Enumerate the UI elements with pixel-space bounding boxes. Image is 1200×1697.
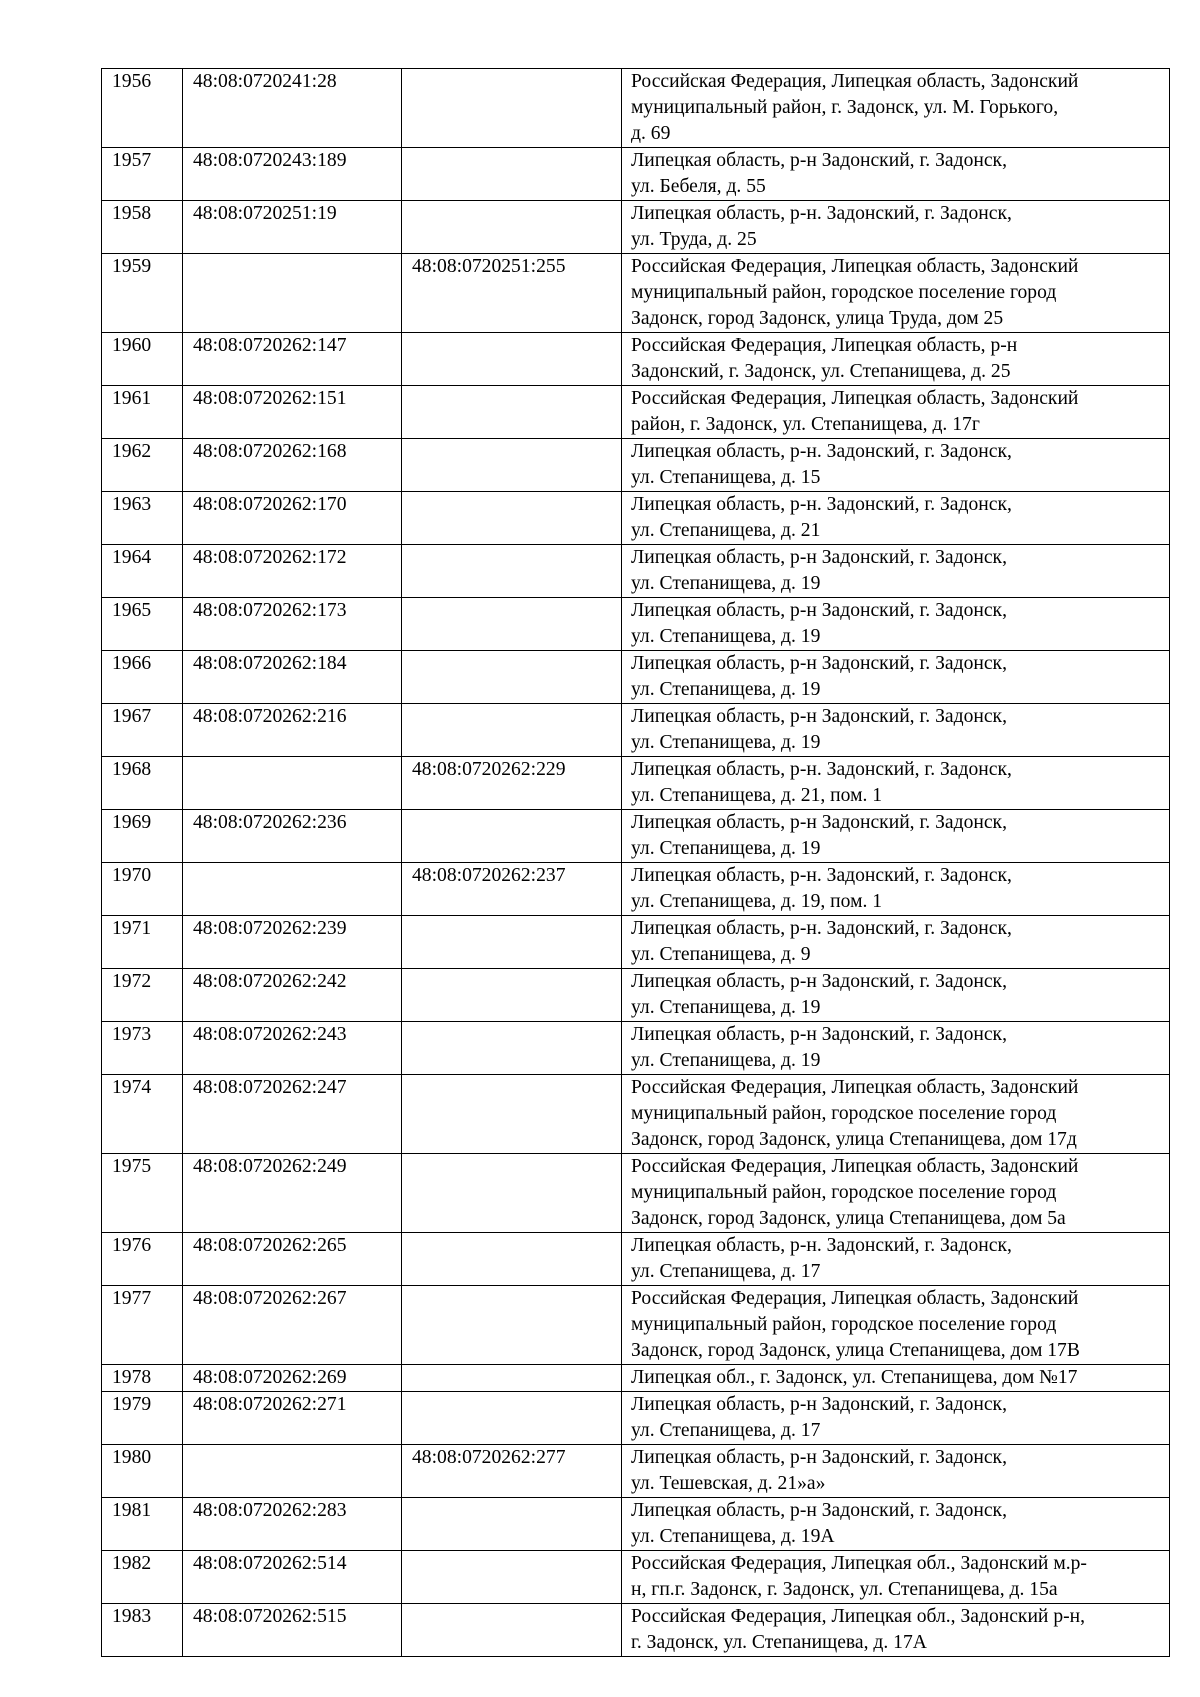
address-line: Российская Федерация, Липецкая область, Задонский	[631, 1077, 1079, 1098]
address-line: Липецкая область, р-н. Задонский, г. Задонск,	[631, 759, 1012, 780]
address-cell	[622, 916, 1170, 969]
address-cell	[622, 1075, 1170, 1154]
row-number-cell: 1977	[102, 1286, 183, 1365]
address-cell	[622, 69, 1170, 148]
cadastral-number-cell: 48:08:0720262:242	[183, 969, 402, 1022]
address-line: Липецкая область, р-н Задонский, г. Задонск,	[631, 1500, 1007, 1521]
cadastral-number-cell: 48:08:0720262:267	[183, 1286, 402, 1365]
address-line: ул. Степанищева, д. 19	[631, 997, 821, 1018]
row-number-cell: 1982	[102, 1551, 183, 1604]
address-cell	[622, 201, 1170, 254]
address-line: муниципальный район, городское поселение город	[631, 282, 1057, 303]
address-line: район, г. Задонск, ул. Степанищева, д. 17г	[631, 414, 980, 435]
address-line: Липецкая область, р-н Задонский, г. Задонск,	[631, 1394, 1007, 1415]
row-number-cell: 1967	[102, 704, 183, 757]
row-number-cell: 1957	[102, 148, 183, 201]
building-cadastral-number-cell	[402, 810, 622, 863]
cadastral-number-cell: 48:08:0720262:271	[183, 1392, 402, 1445]
building-cadastral-number-cell	[402, 916, 622, 969]
address-line: Задонск, город Задонск, улица Степанищева, дом 17В	[631, 1340, 1080, 1361]
table-row	[102, 1445, 1170, 1498]
address-cell	[622, 1445, 1170, 1498]
address-line: муниципальный район, г. Задонск, ул. М. Горького,	[631, 97, 1059, 118]
address-line: ул. Тешевская, д. 21»а»	[631, 1473, 826, 1494]
table-row	[102, 201, 1170, 254]
table-row	[102, 254, 1170, 333]
table-row	[102, 810, 1170, 863]
address-line: ул. Степанищева, д. 19	[631, 838, 821, 859]
building-cadastral-number-cell	[402, 69, 622, 148]
building-cadastral-number-cell	[402, 545, 622, 598]
row-number-cell: 1965	[102, 598, 183, 651]
address-line: ул. Степанищева, д. 17	[631, 1261, 821, 1282]
row-number-cell: 1981	[102, 1498, 183, 1551]
address-cell	[622, 545, 1170, 598]
cadastral-number-cell	[183, 757, 402, 810]
building-cadastral-number-cell	[402, 704, 622, 757]
cadastral-number-cell: 48:08:0720262:147	[183, 333, 402, 386]
building-cadastral-number-cell	[402, 1154, 622, 1233]
building-cadastral-number-cell	[402, 1392, 622, 1445]
address-cell	[622, 1392, 1170, 1445]
table-row	[102, 148, 1170, 201]
row-number-cell: 1980	[102, 1445, 183, 1498]
address-cell	[622, 386, 1170, 439]
building-cadastral-number-cell	[402, 1604, 622, 1657]
row-number-cell: 1970	[102, 863, 183, 916]
building-cadastral-number-cell	[402, 1551, 622, 1604]
address-line: Российская Федерация, Липецкая обл., Задонский м.р-	[631, 1553, 1087, 1574]
building-cadastral-number-cell: 48:08:0720262:229	[402, 757, 622, 810]
address-cell	[622, 1022, 1170, 1075]
address-line: Российская Федерация, Липецкая область, Задонский	[631, 71, 1079, 92]
row-number-cell: 1972	[102, 969, 183, 1022]
address-cell	[622, 148, 1170, 201]
building-cadastral-number-cell	[402, 1022, 622, 1075]
address-cell	[622, 492, 1170, 545]
row-number-cell: 1956	[102, 69, 183, 148]
address-line: Липецкая область, р-н. Задонский, г. Задонск,	[631, 918, 1012, 939]
building-cadastral-number-cell	[402, 1365, 622, 1392]
row-number-cell: 1979	[102, 1392, 183, 1445]
table-row	[102, 545, 1170, 598]
address-line: Задонск, город Задонск, улица Степанищева, дом 17д	[631, 1129, 1077, 1150]
address-line: ул. Степанищева, д. 19	[631, 1050, 821, 1071]
address-cell	[622, 333, 1170, 386]
address-line: ул. Степанищева, д. 19	[631, 626, 821, 647]
address-line: Липецкая область, р-н. Задонский, г. Задонск,	[631, 494, 1012, 515]
cadastral-number-cell: 48:08:0720251:19	[183, 201, 402, 254]
cadastral-number-cell: 48:08:0720262:247	[183, 1075, 402, 1154]
building-cadastral-number-cell	[402, 969, 622, 1022]
address-cell	[622, 969, 1170, 1022]
row-number-cell: 1964	[102, 545, 183, 598]
row-number-cell: 1963	[102, 492, 183, 545]
address-line: Липецкая область, р-н Задонский, г. Задонск,	[631, 547, 1007, 568]
address-line: Липецкая область, р-н Задонский, г. Задонск,	[631, 1447, 1007, 1468]
table-row	[102, 1075, 1170, 1154]
table-row	[102, 1233, 1170, 1286]
building-cadastral-number-cell	[402, 333, 622, 386]
table-row	[102, 704, 1170, 757]
registry-table	[101, 68, 1170, 1657]
table-row	[102, 916, 1170, 969]
address-line: Липецкая область, р-н Задонский, г. Задонск,	[631, 812, 1007, 833]
building-cadastral-number-cell	[402, 1286, 622, 1365]
table-row	[102, 69, 1170, 148]
row-number-cell: 1960	[102, 333, 183, 386]
row-number-cell: 1971	[102, 916, 183, 969]
table-row	[102, 969, 1170, 1022]
table-row	[102, 863, 1170, 916]
table-row	[102, 439, 1170, 492]
building-cadastral-number-cell	[402, 492, 622, 545]
building-cadastral-number-cell	[402, 148, 622, 201]
address-line: Липецкая область, р-н Задонский, г. Задонск,	[631, 706, 1007, 727]
table-row	[102, 757, 1170, 810]
address-line: ул. Степанищева, д. 19	[631, 732, 821, 753]
address-cell	[622, 1604, 1170, 1657]
address-line: Задонск, город Задонск, улица Степанищева, дом 5а	[631, 1208, 1066, 1229]
building-cadastral-number-cell	[402, 1498, 622, 1551]
address-line: Российская Федерация, Липецкая область, Задонский	[631, 256, 1079, 277]
address-line: Липецкая область, р-н Задонский, г. Задонск,	[631, 1024, 1007, 1045]
address-line: ул. Степанищева, д. 21, пом. 1	[631, 785, 883, 806]
registry-table-body	[102, 69, 1170, 1657]
table-row	[102, 1604, 1170, 1657]
building-cadastral-number-cell	[402, 651, 622, 704]
address-line: муниципальный район, городское поселение город	[631, 1182, 1057, 1203]
table-row	[102, 386, 1170, 439]
table-row	[102, 333, 1170, 386]
row-number-cell: 1959	[102, 254, 183, 333]
address-line: н, гп.г. Задонск, г. Задонск, ул. Степанищева, д. 15а	[631, 1579, 1058, 1600]
table-row	[102, 1551, 1170, 1604]
cadastral-number-cell: 48:08:0720262:151	[183, 386, 402, 439]
address-line: д. 69	[631, 123, 671, 144]
address-line: ул. Степанищева, д. 17	[631, 1420, 821, 1441]
address-line: Липецкая область, р-н. Задонский, г. Задонск,	[631, 1235, 1012, 1256]
row-number-cell: 1966	[102, 651, 183, 704]
row-number-cell: 1973	[102, 1022, 183, 1075]
table-row	[102, 598, 1170, 651]
building-cadastral-number-cell	[402, 598, 622, 651]
address-line: ул. Степанищева, д. 19	[631, 573, 821, 594]
cadastral-number-cell: 48:08:0720262:170	[183, 492, 402, 545]
address-cell	[622, 1286, 1170, 1365]
building-cadastral-number-cell	[402, 439, 622, 492]
cadastral-number-cell: 48:08:0720262:283	[183, 1498, 402, 1551]
address-line: ул. Степанищева, д. 21	[631, 520, 821, 541]
row-number-cell: 1969	[102, 810, 183, 863]
address-line: Российская Федерация, Липецкая область, Задонский	[631, 1156, 1079, 1177]
address-cell	[622, 810, 1170, 863]
address-line: ул. Степанищева, д. 9	[631, 944, 811, 965]
cadastral-number-cell: 48:08:0720262:269	[183, 1365, 402, 1392]
row-number-cell: 1962	[102, 439, 183, 492]
building-cadastral-number-cell	[402, 386, 622, 439]
address-line: г. Задонск, ул. Степанищева, д. 17А	[631, 1632, 927, 1653]
cadastral-number-cell: 48:08:0720262:265	[183, 1233, 402, 1286]
cadastral-number-cell: 48:08:0720262:236	[183, 810, 402, 863]
address-line: ул. Степанищева, д. 15	[631, 467, 821, 488]
cadastral-number-cell	[183, 254, 402, 333]
cadastral-number-cell: 48:08:0720262:168	[183, 439, 402, 492]
table-row	[102, 1498, 1170, 1551]
table-row	[102, 1392, 1170, 1445]
row-number-cell: 1983	[102, 1604, 183, 1657]
address-cell	[622, 254, 1170, 333]
address-line: Липецкая область, р-н Задонский, г. Задонск,	[631, 150, 1007, 171]
address-cell	[622, 439, 1170, 492]
building-cadastral-number-cell	[402, 1075, 622, 1154]
row-number-cell: 1976	[102, 1233, 183, 1286]
table-row	[102, 492, 1170, 545]
address-line: Российская Федерация, Липецкая обл., Задонский р-н,	[631, 1606, 1086, 1627]
row-number-cell: 1961	[102, 386, 183, 439]
cadastral-number-cell: 48:08:0720262:515	[183, 1604, 402, 1657]
address-cell	[622, 1551, 1170, 1604]
address-line: Липецкая область, р-н. Задонский, г. Задонск,	[631, 441, 1012, 462]
address-cell	[622, 863, 1170, 916]
cadastral-number-cell	[183, 863, 402, 916]
cadastral-number-cell: 48:08:0720262:216	[183, 704, 402, 757]
address-cell	[622, 757, 1170, 810]
building-cadastral-number-cell: 48:08:0720251:255	[402, 254, 622, 333]
cadastral-number-cell: 48:08:0720262:239	[183, 916, 402, 969]
address-cell	[622, 1365, 1170, 1392]
address-cell	[622, 1154, 1170, 1233]
cadastral-number-cell: 48:08:0720262:243	[183, 1022, 402, 1075]
cadastral-number-cell	[183, 1445, 402, 1498]
address-line: Липецкая обл., г. Задонск, ул. Степанищева, дом №17	[631, 1367, 1078, 1388]
address-cell	[622, 651, 1170, 704]
address-line: ул. Степанищева, д. 19	[631, 679, 821, 700]
address-line: Российская Федерация, Липецкая область, Задонский	[631, 1288, 1079, 1309]
row-number-cell: 1975	[102, 1154, 183, 1233]
table-row	[102, 1154, 1170, 1233]
cadastral-number-cell: 48:08:0720262:173	[183, 598, 402, 651]
address-line: Липецкая область, р-н Задонский, г. Задонск,	[631, 600, 1007, 621]
address-line: муниципальный район, городское поселение город	[631, 1103, 1057, 1124]
address-line: Задонск, город Задонск, улица Труда, дом 25	[631, 308, 1004, 329]
cadastral-number-cell: 48:08:0720262:172	[183, 545, 402, 598]
address-line: Задонский, г. Задонск, ул. Степанищева, д. 25	[631, 361, 1011, 382]
table-row	[102, 1365, 1170, 1392]
address-cell	[622, 1498, 1170, 1551]
address-line: ул. Степанищева, д. 19А	[631, 1526, 835, 1547]
address-line: муниципальный район, городское поселение город	[631, 1314, 1057, 1335]
cadastral-number-cell: 48:08:0720262:514	[183, 1551, 402, 1604]
address-cell	[622, 1233, 1170, 1286]
address-line: Липецкая область, р-н Задонский, г. Задонск,	[631, 971, 1007, 992]
cadastral-number-cell: 48:08:0720262:184	[183, 651, 402, 704]
address-line: Липецкая область, р-н Задонский, г. Задонск,	[631, 653, 1007, 674]
address-cell	[622, 598, 1170, 651]
address-line: ул. Степанищева, д. 19, пом. 1	[631, 891, 883, 912]
row-number-cell: 1978	[102, 1365, 183, 1392]
address-line: Российская Федерация, Липецкая область, Задонский	[631, 388, 1079, 409]
address-line: Российская Федерация, Липецкая область, р-н	[631, 335, 1018, 356]
building-cadastral-number-cell	[402, 1233, 622, 1286]
row-number-cell: 1968	[102, 757, 183, 810]
table-row	[102, 651, 1170, 704]
building-cadastral-number-cell	[402, 201, 622, 254]
cadastral-number-cell: 48:08:0720241:28	[183, 69, 402, 148]
cadastral-number-cell: 48:08:0720262:249	[183, 1154, 402, 1233]
address-line: Липецкая область, р-н. Задонский, г. Задонск,	[631, 865, 1012, 886]
building-cadastral-number-cell: 48:08:0720262:277	[402, 1445, 622, 1498]
row-number-cell: 1958	[102, 201, 183, 254]
table-row	[102, 1286, 1170, 1365]
address-line: ул. Труда, д. 25	[631, 229, 757, 250]
table-row	[102, 1022, 1170, 1075]
address-line: Липецкая область, р-н. Задонский, г. Задонск,	[631, 203, 1012, 224]
address-cell	[622, 704, 1170, 757]
address-line: ул. Бебеля, д. 55	[631, 176, 766, 197]
row-number-cell: 1974	[102, 1075, 183, 1154]
cadastral-number-cell: 48:08:0720243:189	[183, 148, 402, 201]
building-cadastral-number-cell: 48:08:0720262:237	[402, 863, 622, 916]
